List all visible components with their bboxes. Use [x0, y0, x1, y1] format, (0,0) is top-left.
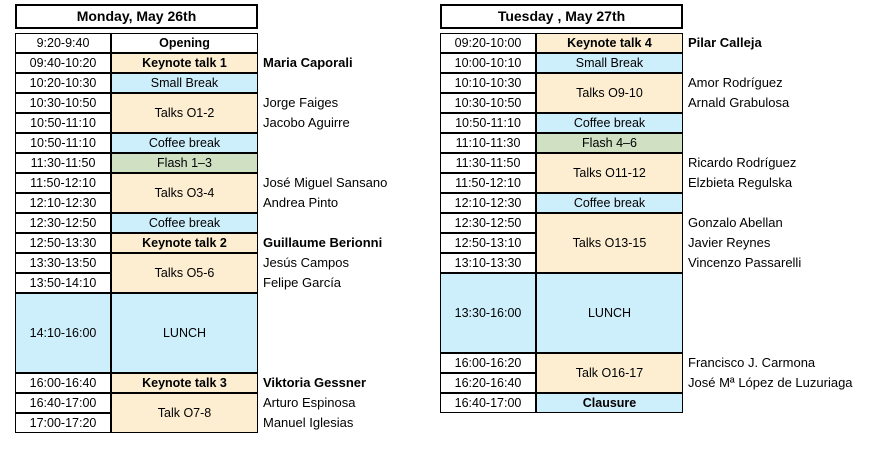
schedule-row [15, 93, 426, 133]
event-cell: Flash 1–3 [111, 153, 258, 173]
schedule-row [15, 33, 426, 53]
time-cell: 11:10-11:30 [440, 133, 536, 153]
event-cell: Small Break [111, 73, 258, 93]
schedule-row [440, 133, 868, 153]
time-cell: 12:10-12:30 [440, 193, 536, 213]
time-cell: 12:50-13:30 [15, 233, 111, 253]
speaker-name: Amor Rodríguez [688, 75, 783, 90]
event-cell: Coffee break [536, 193, 683, 213]
time-cell: 9:20-9:40 [15, 33, 111, 53]
day-rows-monday [15, 33, 426, 433]
speaker-name: Andrea Pinto [263, 195, 339, 210]
schedule-row [15, 373, 426, 393]
speaker-name: Arnald Grabulosa [688, 95, 790, 110]
event-cell: Keynote talk 4 [536, 33, 683, 53]
event-cell: Opening [111, 33, 258, 53]
time-cell: 13:30-13:50 [15, 253, 111, 273]
speaker-name: Maria Caporali [263, 55, 353, 70]
schedule-row [15, 293, 426, 373]
time-cell: 10:20-10:30 [15, 73, 111, 93]
schedule-row [15, 173, 426, 213]
time-cell: 12:30-12:50 [15, 213, 111, 233]
speaker-list [688, 73, 789, 113]
schedule-row [15, 393, 426, 433]
time-cell: 13:10-13:30 [440, 253, 536, 273]
time-cell: 11:50-12:10 [440, 173, 536, 193]
event-cell: Clausure [536, 393, 683, 413]
speaker-list [688, 153, 796, 193]
schedule-row [15, 133, 426, 153]
event-cell: Keynote talk 3 [111, 373, 258, 393]
speaker-name: Gonzalo Abellan [688, 215, 783, 230]
time-cell: 10:00-10:10 [440, 53, 536, 73]
schedule-row [440, 393, 868, 413]
time-cell: 14:10-16:00 [15, 293, 111, 373]
time-cell: 11:30-11:50 [15, 153, 111, 173]
day-column-tuesday [428, 4, 868, 413]
time-cell: 10:30-10:50 [440, 93, 536, 113]
speaker-name: Jacobo Aguirre [263, 115, 350, 130]
event-cell: Talk O16-17 [536, 353, 683, 393]
time-cell: 12:10-12:30 [15, 193, 111, 213]
speaker-name: Jesús Campos [263, 255, 349, 270]
speaker-list [263, 393, 356, 433]
speaker-list [263, 233, 382, 253]
speaker-name: Viktoria Gessner [263, 375, 367, 390]
speaker-name: Felipe García [263, 275, 342, 290]
speaker-name: Elzbieta Regulska [688, 175, 793, 190]
event-cell: Talks O9-10 [536, 73, 683, 113]
speaker-list [688, 353, 853, 393]
event-cell: LUNCH [111, 293, 258, 373]
time-cell: 09:40-10:20 [15, 53, 111, 73]
time-cell: 12:50-13:10 [440, 233, 536, 253]
time-cell: 16:40-17:00 [440, 393, 536, 413]
schedule-row [440, 53, 868, 73]
schedule-row [440, 193, 868, 213]
time-cell: 16:40-17:00 [15, 393, 111, 413]
event-cell: Keynote talk 1 [111, 53, 258, 73]
schedule-row [440, 33, 868, 53]
speaker-name: Manuel Iglesias [263, 415, 354, 430]
time-cell: 09:20-10:00 [440, 33, 536, 53]
speaker-name: José Mª López de Luzuriaga [688, 375, 853, 390]
event-cell: Talks O1-2 [111, 93, 258, 133]
schedule-row [440, 73, 868, 113]
event-cell: Coffee break [111, 213, 258, 233]
event-cell: Keynote talk 2 [111, 233, 258, 253]
speaker-name: Arturo Espinosa [263, 395, 356, 410]
event-cell: Flash 4–6 [536, 133, 683, 153]
schedule-row [15, 253, 426, 293]
day-header-tuesday: Tuesday , May 27th [440, 4, 683, 29]
time-cell: 11:30-11:50 [440, 153, 536, 173]
event-cell: Talks O13-15 [536, 213, 683, 273]
speaker-name: Ricardo Rodríguez [688, 155, 797, 170]
schedule-row [15, 73, 426, 93]
speaker-list [263, 53, 353, 73]
schedule-row [15, 233, 426, 253]
speaker-list [263, 253, 349, 293]
schedule-row [15, 53, 426, 73]
speaker-list [688, 33, 762, 53]
schedule-row [440, 153, 868, 193]
time-cell: 10:10-10:30 [440, 73, 536, 93]
speaker-list [688, 213, 801, 273]
event-cell: Talk O7-8 [111, 393, 258, 433]
speaker-name: Jorge Faiges [263, 95, 339, 110]
time-cell: 11:50-12:10 [15, 173, 111, 193]
event-cell: LUNCH [536, 273, 683, 353]
schedule-row [440, 113, 868, 133]
schedule-row [440, 273, 868, 353]
time-cell: 16:20-16:40 [440, 373, 536, 393]
schedule-row [15, 153, 426, 173]
speaker-name: Javier Reynes [688, 235, 771, 250]
speaker-name: Vincenzo Passarelli [688, 255, 802, 270]
event-cell: Coffee break [111, 133, 258, 153]
speaker-name: José Miguel Sansano [263, 175, 388, 190]
event-cell: Coffee break [536, 113, 683, 133]
schedule-row [440, 213, 868, 273]
schedule-row [15, 213, 426, 233]
time-cell: 17:00-17:20 [15, 413, 111, 433]
time-cell: 13:30-16:00 [440, 273, 536, 353]
event-cell: Talks O5-6 [111, 253, 258, 293]
time-cell: 10:50-11:10 [440, 113, 536, 133]
event-cell: Talks O3-4 [111, 173, 258, 213]
event-cell: Talks O11-12 [536, 153, 683, 193]
speaker-list [263, 93, 350, 133]
speaker-name: Francisco J. Carmona [688, 355, 816, 370]
day-column-monday [6, 4, 426, 433]
time-cell: 16:00-16:20 [440, 353, 536, 373]
time-cell: 16:00-16:40 [15, 373, 111, 393]
day-header-monday: Monday, May 26th [15, 4, 258, 29]
speaker-list [263, 373, 366, 393]
time-cell: 13:50-14:10 [15, 273, 111, 293]
speaker-name: Pilar Calleja [688, 35, 762, 50]
schedule-row [440, 353, 868, 393]
speaker-list [263, 173, 387, 213]
time-cell: 12:30-12:50 [440, 213, 536, 233]
time-cell: 10:30-10:50 [15, 93, 111, 113]
speaker-name: Guillaume Berionni [263, 235, 383, 250]
event-cell: Small Break [536, 53, 683, 73]
day-rows-tuesday [440, 33, 868, 413]
time-cell: 10:50-11:10 [15, 113, 111, 133]
time-cell: 10:50-11:10 [15, 133, 111, 153]
